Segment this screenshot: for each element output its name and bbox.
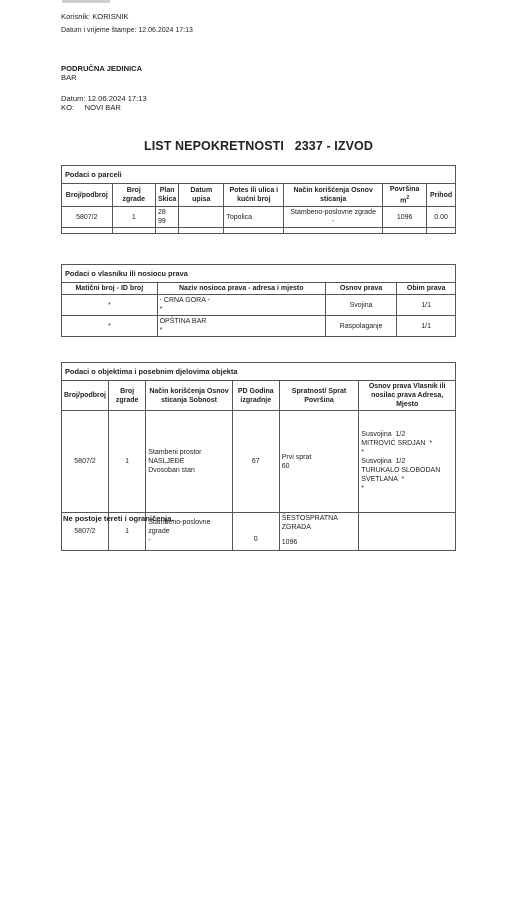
objects-col-vlasnik: Osnov prava Vlasnik ili nosilac prava Adresa, Mjesto xyxy=(359,381,456,411)
owner-obim: 1/1 xyxy=(397,295,456,316)
parcel-povrsina: 1096 xyxy=(383,207,427,228)
parcel-col-zgrada: Broj zgrade xyxy=(112,184,155,207)
object-zgrada: 1 xyxy=(109,513,146,551)
object-nacin: Stambeno-poslovne zgrade - xyxy=(146,513,233,551)
parcel-col-potes: Potes ili ulica i kućni broj xyxy=(224,184,284,207)
unit-title: PODRUČNA JEDINICA xyxy=(61,64,143,73)
page-title: LIST NEPOKRETNOSTI 2337 - IZVOD xyxy=(143,139,374,153)
owners-section-title: Podaci o vlasniku ili nosiocu prava xyxy=(62,265,456,283)
object-zgrada: 1 xyxy=(109,411,146,513)
parcel-table xyxy=(61,165,456,234)
parcel-col-broj: Broj/podbroj xyxy=(62,184,113,207)
table-row xyxy=(62,316,456,337)
object-broj: 5807/2 xyxy=(62,411,109,513)
parcel-col-nacin: Način korišćenja Osnov sticanja xyxy=(284,184,383,207)
parcel-section-title: Podaci o parceli xyxy=(62,166,456,184)
top-scroll-indicator xyxy=(62,0,110,3)
owner-osnov: Svojina xyxy=(325,295,396,316)
owner-obim: 1/1 xyxy=(397,316,456,337)
user-label: Korisnik: KORISNIK xyxy=(61,12,129,21)
parcel-col-datum: Datum upisa xyxy=(179,184,224,207)
owner-id: * xyxy=(62,295,158,316)
objects-col-sprat: Spratnost/ Sprat Površina xyxy=(279,381,359,411)
no-encumbrances-note: Ne postoje tereti i ograničenja. xyxy=(63,514,174,523)
object-vlasnik-empty xyxy=(359,513,456,551)
owner-id: * xyxy=(62,316,158,337)
owner-osnov: Raspolaganje xyxy=(325,316,396,337)
parcel-potes: Topolica xyxy=(224,207,284,228)
parcel-broj: 5807/2 xyxy=(62,207,113,228)
table-row-empty xyxy=(62,228,456,234)
parcel-plan-skica: 28 99 xyxy=(155,207,178,228)
parcel-prihod: 0.00 xyxy=(427,207,456,228)
object-sprat: ŠESTOSPRATNA ZGRADA 1096 xyxy=(279,513,359,551)
table-row xyxy=(62,411,456,513)
parcel-col-prihod: Prihod xyxy=(427,184,456,207)
date-line: Datum: 12.06.2024 17:13 xyxy=(61,94,147,103)
owners-col-obim: Obim prava xyxy=(397,283,456,295)
owners-col-naziv: Naziv nosioca prava - adresa i mjesto xyxy=(157,283,325,295)
object-broj: 5807/2 xyxy=(62,513,109,551)
object-nacin: Stambeni prostor NASLJEĐE Dvosoban stan xyxy=(146,411,233,513)
parcel-zgrada: 1 xyxy=(112,207,155,228)
parcel-col-povrsina: Površina $m^2$ xyxy=(383,184,427,207)
ko-line: KO: NOVI BAR xyxy=(61,103,121,112)
object-pd: 0 xyxy=(232,513,279,551)
owner-name: - CRNA GORA - * xyxy=(157,295,325,316)
owner-name: OPŠTINA BAR * xyxy=(157,316,325,337)
objects-col-nacin: Način korišćenja Osnov sticanja Sobnost xyxy=(146,381,233,411)
objects-col-zgrada: Broj zgrade xyxy=(109,381,146,411)
parcel-nacin: Stambeno-poslovne zgrade - xyxy=(284,207,383,228)
print-date: Datum i vrijeme štampe: 12.06.2024 17:13 xyxy=(61,27,193,34)
objects-col-pd: PD Godina izgradnje xyxy=(232,381,279,411)
object-pd: 67 xyxy=(232,411,279,513)
owners-table xyxy=(61,264,456,337)
object-sprat: Prvi sprat 60 xyxy=(279,411,359,513)
unit-name: BAR xyxy=(61,73,77,82)
table-row xyxy=(62,295,456,316)
objects-col-broj: Broj/podbroj xyxy=(62,381,109,411)
objects-section-title: Podaci o objektima i posebnim djelovima objekta xyxy=(62,363,456,381)
object-vlasnik: Susvojina 1/2 MITROVIĆ SRDJAN * * Susvojina 1/2 TURUKALO SLOBODAN SVETLANA * * xyxy=(359,411,456,513)
owners-col-osnov: Osnov prava xyxy=(325,283,396,295)
parcel-col-plan: Plan Skica xyxy=(155,184,178,207)
owners-col-id: Matični broj - ID broj xyxy=(62,283,158,295)
parcel-datum xyxy=(179,207,224,228)
table-row xyxy=(62,207,456,228)
